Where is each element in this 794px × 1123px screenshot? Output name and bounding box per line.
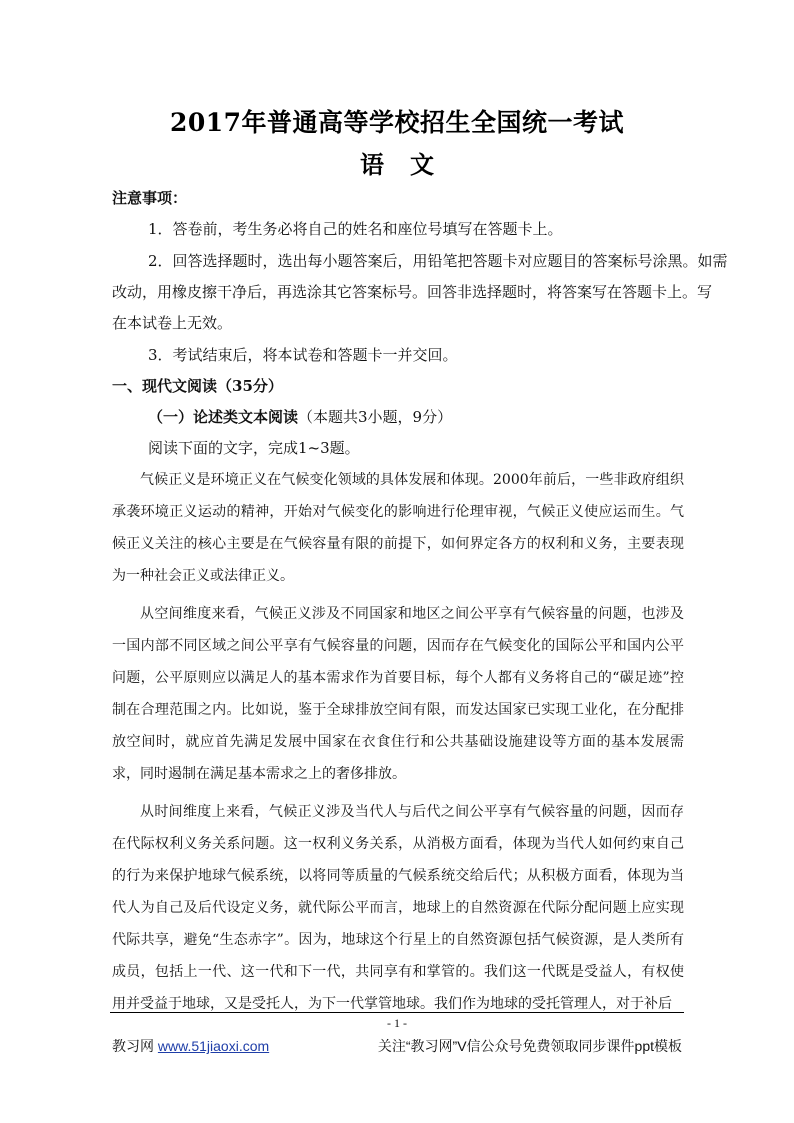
notes-item-2-line-2: 改动，用橡皮擦干净后，再选涂其它答案标号。回答非选择题时，将答案写在答题卡上。写	[112, 283, 713, 301]
footer-promo: 关注“教习网”V信公众号免费领取同步课件ppt模板	[377, 1038, 682, 1054]
notes-item-2-line-1: 2．回答选择题时，选出每小题答案后，用铅笔把答题卡对应题目的答案标号涂黑。如需	[148, 252, 728, 270]
subsection-title	[148, 407, 720, 427]
subsection-title-main: （一）论述类文本阅读	[148, 408, 299, 426]
subsection-title-note: （本题共3小题，9分）	[298, 408, 453, 426]
passage-paragraph-3: 从时间维度上来看，气候正义涉及当代人与后代之间公平享有气候容量的问题，因而存在代际权利义务关系问题。这一权利义务关系，从消极方面看，体现为当代人如何约束自己的行为来保护地球气候系统，以将同等质量的气候系统交给后代；从积极方面看，体现为当代人为自己及后代设定义务，就代际公平而言，地球上的自然资源在代际分配问题上应实现代际共享，避免“生态赤字”。因为，地球这个行星上的自然资源包括气候资源，是人类所有成员，包括上一代、这一代和下一代，共同享有和掌管的。我们这一代既是受益人，有权使用并受益于地球，又是受托人，为下一代掌管地球。我们作为地球的受托管理人，对于补后	[112, 804, 684, 1012]
reading-instruction: 阅读下面的文字，完成1~3题。	[148, 439, 360, 457]
notes-heading: 注意事项：	[112, 189, 188, 207]
footer-site	[112, 1036, 269, 1056]
section-title: 一、现代文阅读（35分）	[112, 377, 283, 395]
footer-site-name: 教习网	[112, 1038, 154, 1054]
passage-paragraph-1: 气候正义是环境正义在气候变化领域的具体发展和体现。2000年前后，一些非政府组织承袭环境正义运动的精神，开始对气候变化的影响进行伦理审视，气候正义使应运而生。气候正义关注的核心主要是在气候容量有限的前提下，如何界定各方的权利和义务，主要表现为一种社会正义或法律正义。	[112, 472, 684, 584]
subject-title: 语文	[360, 150, 460, 179]
reading-passage	[112, 464, 684, 1020]
notes-item-3: 3．考试结束后，将本试卷和答题卡一并交回。	[148, 346, 458, 364]
notes-item-1: 1．答卷前，考生务必将自己的姓名和座位号填写在答题卡上。	[148, 220, 563, 238]
footer-site-link[interactable]: www.51jiaoxi.com	[157, 1038, 270, 1054]
exam-title: 2017年普通高等学校招生全国统一考试	[169, 108, 625, 137]
notes-item-2-line-3: 在本试卷上无效。	[112, 314, 233, 332]
passage-paragraph-2: 从空间维度来看，气候正义涉及不同国家和地区之间公平享有气候容量的问题，也涉及一国内部不同区域之间公平享有气候容量的问题，因而存在气候变化的国际公平和国内公平问题，公平原则应以满足人的基本需求作为首要目标，每个人都有义务将自己的“碳足迹”控制在合理范围之内。比如说，鉴于全球排放空间有限，而发达国家已实现工业化，在分配排放空间时，就应首先满足发展中国家在衣食住行和公共基础设施建设等方面的基本发展需求，同时遏制在满足基本需求之上的奢侈排放。	[112, 606, 684, 782]
page-number: - 1 -	[387, 1016, 407, 1030]
footer-divider	[110, 1012, 684, 1013]
